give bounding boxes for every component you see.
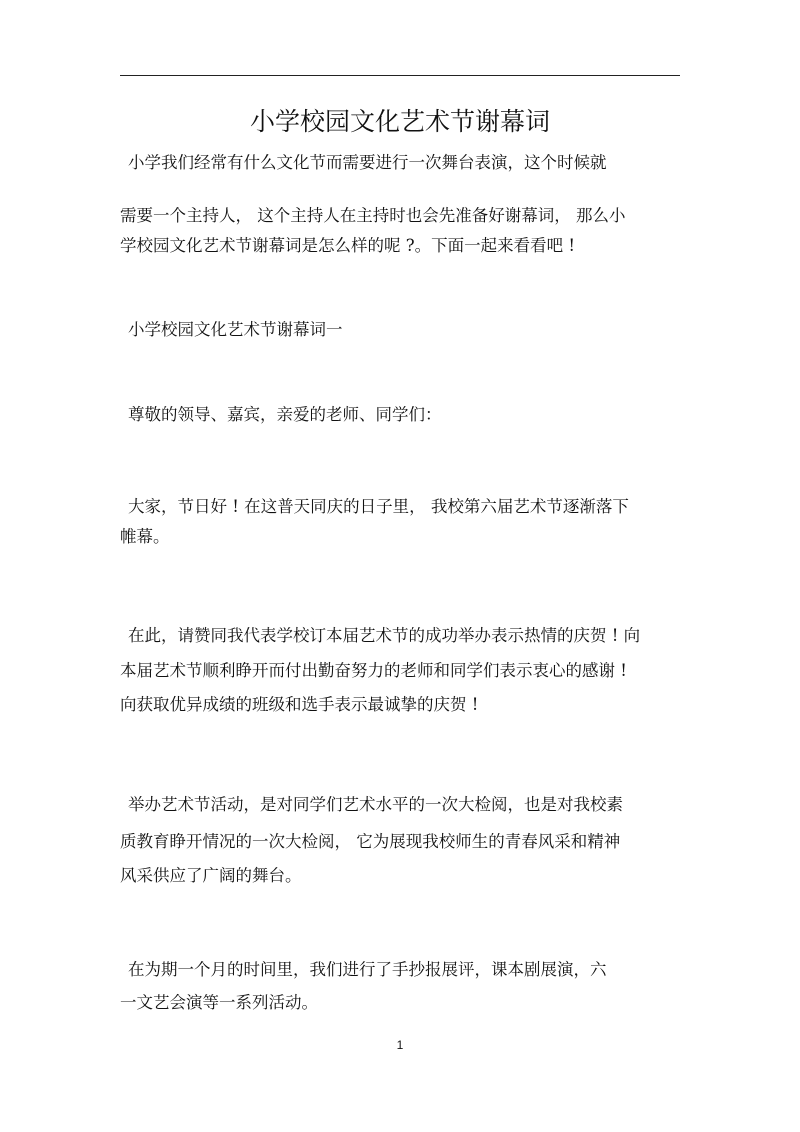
paragraph-6-line-2: 本届艺术节顺利睁开而付出勤奋努力的老师和同学们表示衷心的感谢 ! xyxy=(120,661,627,680)
paragraph-5-line-2: 帷幕。 xyxy=(120,527,170,546)
paragraph-3-line-1: 小学校园文化艺术节谢幕词一 xyxy=(128,320,343,339)
paragraph-6-line-1: 在此，请赞同我代表学校订本届艺术节的成功举办表示热情的庆贺 ! 向 xyxy=(128,626,641,645)
paragraph-2-line-2: 学校园文化艺术节谢幕词是怎么样的呢 ?。下面一起来看看吧 ! xyxy=(120,236,575,255)
paragraph-7-line-2: 质教育睁开情况的一次大检阅， 它为展现我校师生的青春风采和精神 xyxy=(120,832,621,851)
paragraph-7-line-1: 举办艺术节活动，是对同学们艺术水平的一次大检阅，也是对我校素 xyxy=(128,795,623,814)
paragraph-1-line-1: 小学我们经常有什么文化节而需要进行一次舞台表演，这个时候就 xyxy=(128,153,607,172)
paragraph-6-line-3: 向获取优异成绩的班级和选手表示最诚挚的庆贺 ! xyxy=(120,695,479,714)
paragraph-5-line-1: 大家，节日好 ! 在这普天同庆的日子里， 我校第六届艺术节逐渐落下 xyxy=(128,497,629,516)
paragraph-4-line-1: 尊敬的领导、嘉宾，亲爱的老师、同学们： xyxy=(128,405,442,424)
paragraph-2-line-1: 需要一个主持人， 这个主持人在主持时也会先准备好谢幕词， 那么小 xyxy=(120,206,626,225)
paragraph-7-line-3: 风采供应了广阔的舞台。 xyxy=(120,866,302,885)
page-number: 1 xyxy=(396,1038,404,1052)
paragraph-8-line-2: 一文艺会演等一系列活动。 xyxy=(120,993,318,1012)
header-rule xyxy=(120,75,680,76)
paragraph-8-line-1: 在为期一个月的时间里，我们进行了手抄报展评，课本剧展演，六 xyxy=(128,960,607,979)
document-title: 小学校园文化艺术节谢幕词 xyxy=(249,107,550,136)
